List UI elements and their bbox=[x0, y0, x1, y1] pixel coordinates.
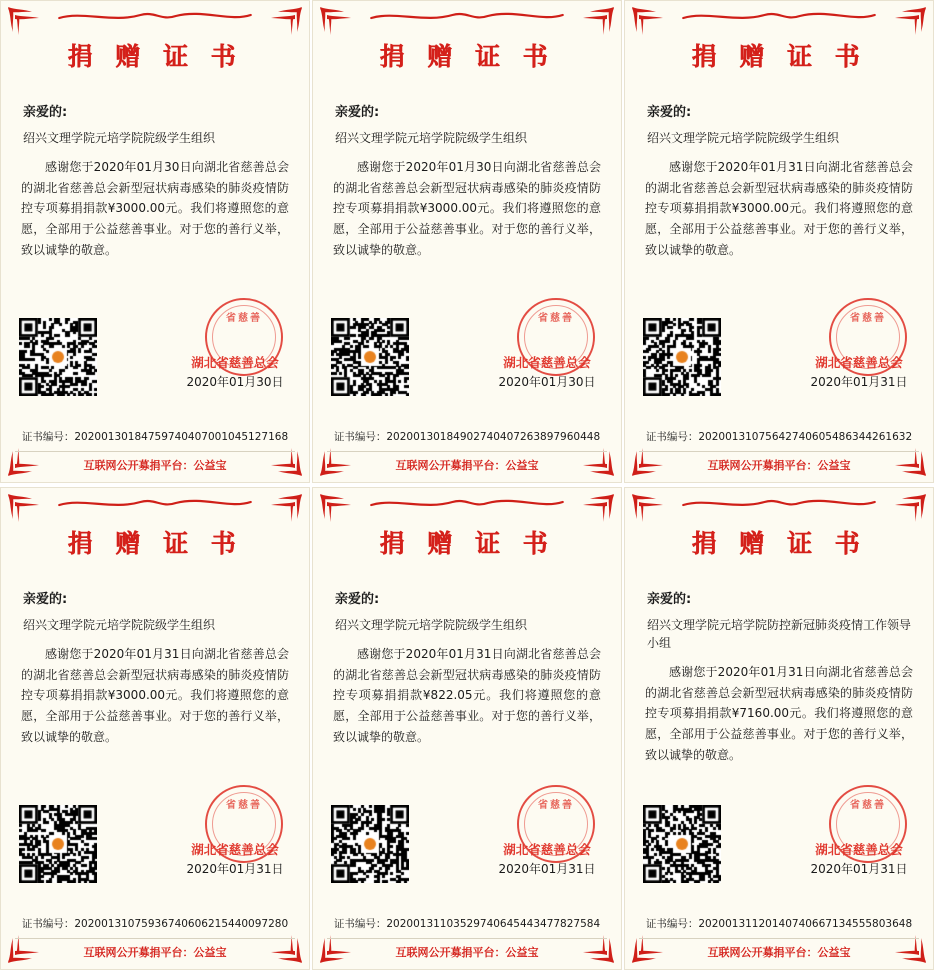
platform-footer: 互联网公开募捐平台：公益宝 bbox=[395, 946, 539, 959]
issue-date: 2020年01月30日 bbox=[186, 375, 284, 389]
certificate-title: 捐 赠 证 书 bbox=[691, 42, 867, 71]
issue-date: 2020年01月30日 bbox=[498, 375, 596, 389]
certificate-number bbox=[625, 916, 933, 931]
seal-block bbox=[491, 841, 603, 878]
qr-code[interactable] bbox=[331, 805, 409, 883]
recipient-name: 绍兴文理学院元培学院院级学生组织 bbox=[647, 131, 840, 145]
corner-ornament-icon bbox=[886, 5, 928, 39]
flourish-icon bbox=[51, 496, 259, 514]
certificate-body: 感谢您于2020年01月30日向湖北省慈善总会的湖北省慈善总会新型冠状病毒感染的肺炎疫情防控专项募捐捐款¥3000.00元。我们将遵照您的意愿，全部用于公益慈善事业。对于您的善行义举，致以诚挚的敬意。 bbox=[21, 160, 289, 257]
platform-footer: 互联网公开募捐平台：公益宝 bbox=[707, 946, 851, 959]
issuing-organization: 湖北省慈善总会 bbox=[503, 841, 591, 857]
certificate-title: 捐 赠 证 书 bbox=[379, 42, 555, 71]
seal-block bbox=[803, 841, 915, 878]
seal-stamp-text: 省慈善 bbox=[538, 800, 574, 811]
certificate-number-value: 20200131075936740606215440097280 bbox=[74, 918, 289, 930]
issue-date: 2020年01月31日 bbox=[498, 862, 596, 876]
issuing-organization: 湖北省慈善总会 bbox=[191, 354, 279, 370]
corner-ornament-icon bbox=[886, 492, 928, 526]
donation-certificate bbox=[312, 0, 622, 483]
certificate-title: 捐 赠 证 书 bbox=[379, 529, 555, 558]
corner-ornament-icon bbox=[574, 492, 616, 526]
certificate-number-label: 证书编号： bbox=[333, 918, 387, 930]
footer-divider bbox=[15, 451, 295, 452]
certificate-number-value: 20200130184759740407001045127168 bbox=[74, 431, 289, 443]
certificate-number-label: 证书编号： bbox=[645, 431, 699, 443]
donation-certificate bbox=[312, 487, 622, 970]
salutation: 亲爱的: bbox=[647, 105, 692, 120]
footer-divider bbox=[639, 451, 919, 452]
certificate-number bbox=[625, 429, 933, 444]
issue-date: 2020年01月31日 bbox=[186, 862, 284, 876]
certificate-body: 感谢您于2020年01月30日向湖北省慈善总会的湖北省慈善总会新型冠状病毒感染的肺炎疫情防控专项募捐捐款¥3000.00元。我们将遵照您的意愿，全部用于公益慈善事业。对于您的善行义举，致以诚挚的敬意。 bbox=[333, 160, 601, 257]
corner-ornament-icon bbox=[6, 5, 48, 39]
salutation: 亲爱的: bbox=[23, 105, 68, 120]
certificate-number bbox=[313, 916, 621, 931]
certificate-number-value: 20200130184902740407263897960448 bbox=[386, 431, 601, 443]
platform-footer: 互联网公开募捐平台：公益宝 bbox=[395, 459, 539, 472]
donation-certificate bbox=[0, 0, 310, 483]
corner-ornament-icon bbox=[262, 492, 304, 526]
corner-ornament-icon bbox=[630, 5, 672, 39]
footer-divider bbox=[15, 938, 295, 939]
corner-ornament-icon bbox=[574, 5, 616, 39]
flourish-icon bbox=[363, 9, 571, 27]
issue-date: 2020年01月31日 bbox=[810, 862, 908, 876]
issuing-organization: 湖北省慈善总会 bbox=[503, 354, 591, 370]
footer-divider bbox=[639, 938, 919, 939]
recipient-name: 绍兴文理学院元培学院院级学生组织 bbox=[335, 618, 528, 632]
recipient-name: 绍兴文理学院元培学院院级学生组织 bbox=[23, 618, 216, 632]
salutation: 亲爱的: bbox=[647, 592, 692, 607]
certificate-title: 捐 赠 证 书 bbox=[691, 529, 867, 558]
certificate-body: 感谢您于2020年01月31日向湖北省慈善总会的湖北省慈善总会新型冠状病毒感染的肺炎疫情防控专项募捐捐款¥822.05元。我们将遵照您的意愿，全部用于公益慈善事业。对于您的善行义举，致以诚挚的敬意。 bbox=[333, 647, 601, 744]
issue-date: 2020年01月31日 bbox=[810, 375, 908, 389]
certificate-body: 感谢您于2020年01月31日向湖北省慈善总会的湖北省慈善总会新型冠状病毒感染的肺炎疫情防控专项募捐捐款¥3000.00元。我们将遵照您的意愿，全部用于公益慈善事业。对于您的善行义举，致以诚挚的敬意。 bbox=[645, 160, 913, 257]
certificate-number bbox=[1, 429, 309, 444]
qr-code[interactable] bbox=[19, 805, 97, 883]
certificate-number-label: 证书编号： bbox=[21, 918, 75, 930]
certificate-title: 捐 赠 证 书 bbox=[67, 529, 243, 558]
certificate-number-label: 证书编号： bbox=[21, 431, 75, 443]
flourish-icon bbox=[363, 496, 571, 514]
qr-code[interactable] bbox=[643, 805, 721, 883]
certificate-number-label: 证书编号： bbox=[645, 918, 699, 930]
qr-code[interactable] bbox=[643, 318, 721, 396]
footer-divider bbox=[327, 938, 607, 939]
recipient-name: 绍兴文理学院元培学院院级学生组织 bbox=[335, 131, 528, 145]
issuing-organization: 湖北省慈善总会 bbox=[815, 841, 903, 857]
salutation: 亲爱的: bbox=[335, 105, 380, 120]
platform-footer: 互联网公开募捐平台：公益宝 bbox=[707, 459, 851, 472]
donation-certificate bbox=[624, 0, 934, 483]
certificate-number-value: 20200131120140740667134555803648 bbox=[698, 918, 913, 930]
platform-footer: 互联网公开募捐平台：公益宝 bbox=[83, 946, 227, 959]
seal-stamp-text: 省慈善 bbox=[850, 313, 886, 324]
salutation: 亲爱的: bbox=[335, 592, 380, 607]
certificate-number-label: 证书编号： bbox=[333, 431, 387, 443]
certificate-body: 感谢您于2020年01月31日向湖北省慈善总会的湖北省慈善总会新型冠状病毒感染的肺炎疫情防控专项募捐捐款¥7160.00元。我们将遵照您的意愿，全部用于公益慈善事业。对于您的善行义举，致以诚挚的敬意。 bbox=[645, 665, 913, 762]
corner-ornament-icon bbox=[630, 492, 672, 526]
seal-stamp-text: 省慈善 bbox=[226, 313, 262, 324]
seal-stamp-text: 省慈善 bbox=[850, 800, 886, 811]
certificate-number-value: 20200131075642740605486344261632 bbox=[698, 431, 913, 443]
corner-ornament-icon bbox=[318, 492, 360, 526]
certificate-number bbox=[313, 429, 621, 444]
seal-block bbox=[803, 354, 915, 391]
corner-ornament-icon bbox=[262, 5, 304, 39]
recipient-name: 绍兴文理学院元培学院院级学生组织 bbox=[23, 131, 216, 145]
seal-stamp-text: 省慈善 bbox=[226, 800, 262, 811]
flourish-icon bbox=[675, 9, 883, 27]
seal-block bbox=[179, 841, 291, 878]
corner-ornament-icon bbox=[6, 492, 48, 526]
recipient-name: 绍兴文理学院元培学院防控新冠肺炎疫情工作领导小组 bbox=[647, 618, 912, 650]
certificate-number bbox=[1, 916, 309, 931]
donation-certificate bbox=[0, 487, 310, 970]
certificate-body: 感谢您于2020年01月31日向湖北省慈善总会的湖北省慈善总会新型冠状病毒感染的肺炎疫情防控专项募捐捐款¥3000.00元。我们将遵照您的意愿，全部用于公益慈善事业。对于您的善行义举，致以诚挚的敬意。 bbox=[21, 647, 289, 744]
flourish-icon bbox=[675, 496, 883, 514]
flourish-icon bbox=[51, 9, 259, 27]
corner-ornament-icon bbox=[318, 5, 360, 39]
platform-footer: 互联网公开募捐平台：公益宝 bbox=[83, 459, 227, 472]
certificate-number-value: 20200131103529740645443477827584 bbox=[386, 918, 601, 930]
seal-block bbox=[491, 354, 603, 391]
footer-divider bbox=[327, 451, 607, 452]
qr-code[interactable] bbox=[331, 318, 409, 396]
qr-code[interactable] bbox=[19, 318, 97, 396]
issuing-organization: 湖北省慈善总会 bbox=[815, 354, 903, 370]
seal-block bbox=[179, 354, 291, 391]
certificate-title: 捐 赠 证 书 bbox=[67, 42, 243, 71]
seal-stamp-text: 省慈善 bbox=[538, 313, 574, 324]
donation-certificate bbox=[624, 487, 934, 970]
issuing-organization: 湖北省慈善总会 bbox=[191, 841, 279, 857]
salutation: 亲爱的: bbox=[23, 592, 68, 607]
